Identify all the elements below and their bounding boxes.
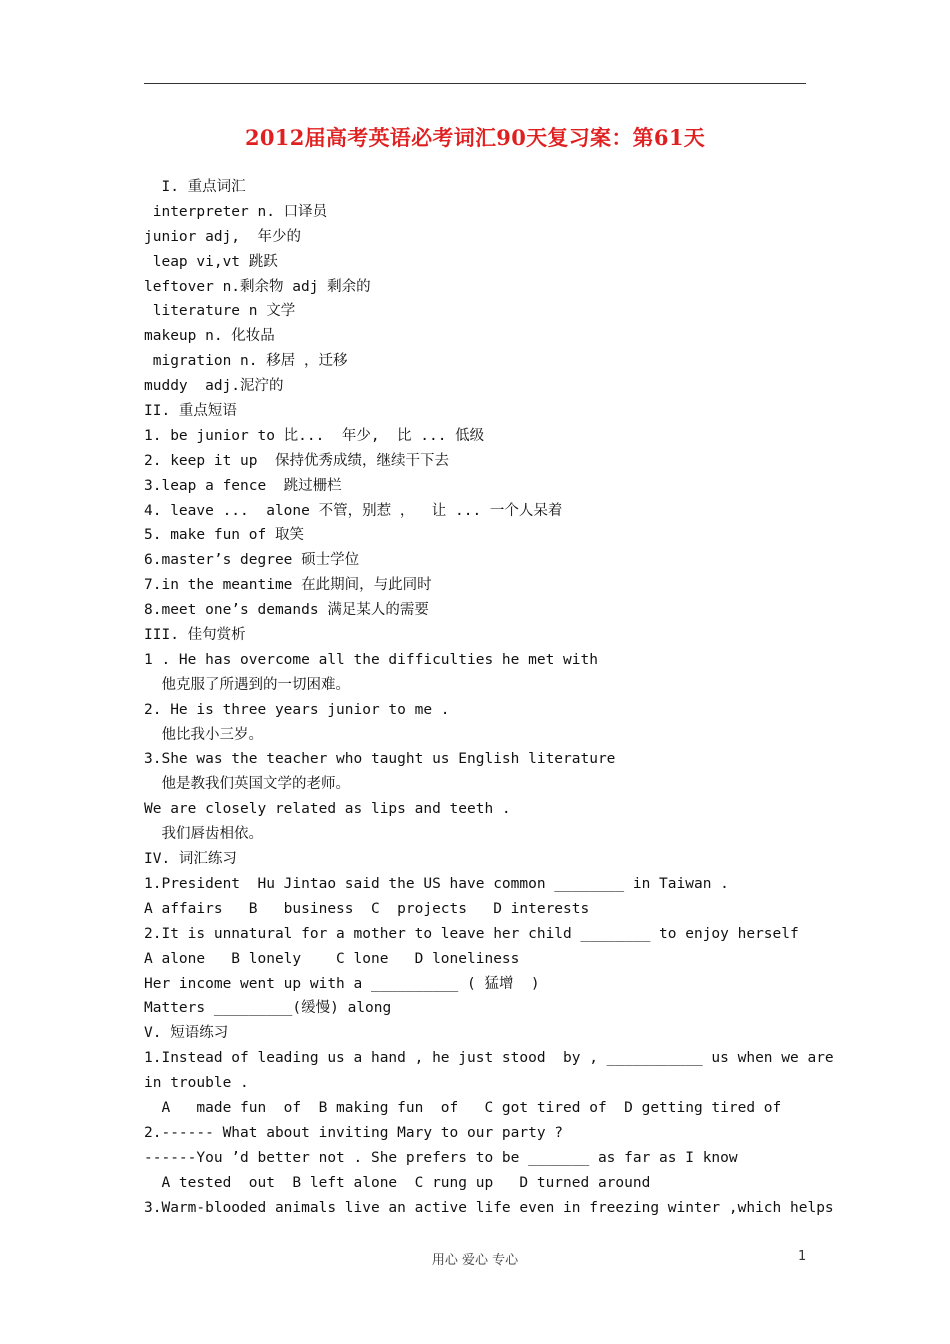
text-line: 1.Instead of leading us a hand , he just stood by , ___________ us when we are xyxy=(144,1050,834,1067)
text-line: 8.meet one’s demands 满足某人的需要 xyxy=(144,602,429,619)
text-line: 3.leap a fence 跳过栅栏 xyxy=(144,477,342,494)
header-rule xyxy=(144,83,806,84)
text-line: 他是教我们英国文学的老师。 xyxy=(144,776,350,793)
text-line: 1. be junior to 比... 年少, 比 ... 低级 xyxy=(144,427,485,444)
text-line: Matters _________(缓慢) along xyxy=(144,1000,392,1017)
page-footer: 用心 爱心 专心 xyxy=(431,1253,519,1268)
text-line: 2.It is unnatural for a mother to leave her child ________ to enjoy herself xyxy=(144,925,799,942)
text-line: We are closely related as lips and teeth . xyxy=(144,801,511,818)
text-line: A affairs B business C projects D interests xyxy=(144,900,590,917)
text-line: interpreter n. 口译员 xyxy=(144,203,328,220)
text-line: junior adj, 年少的 xyxy=(144,228,301,245)
page-title: 2012届高考英语必考词汇90天复习案：第61天 xyxy=(244,125,706,150)
text-line: leap vi,vt 跳跃 xyxy=(144,253,278,270)
text-line: V. 短语练习 xyxy=(144,1025,229,1042)
text-line: 1.President Hu Jintao said the US have common ________ in Taiwan . xyxy=(144,875,729,892)
text-line: 5. make fun of 取笑 xyxy=(144,527,304,544)
text-line: 1 . He has overcome all the difficulties he met with xyxy=(144,651,598,668)
text-line: 3.Warm-blooded animals live an active life even in freezing winter ,which helps xyxy=(144,1199,834,1216)
text-line: II. 重点短语 xyxy=(144,403,237,420)
text-line: makeup n. 化妆品 xyxy=(144,328,275,345)
text-line: muddy adj.泥泞的 xyxy=(144,378,284,395)
text-line: 6.master’s degree 硕士学位 xyxy=(144,552,360,569)
text-line: I. 重点词汇 xyxy=(144,179,246,195)
text-line: III. 佳句赏析 xyxy=(144,627,246,644)
page-number: 1 xyxy=(798,1249,807,1264)
text-line: 2. He is three years junior to me . xyxy=(144,701,450,718)
text-line: leftover n.剩余物 adj 剩余的 xyxy=(144,278,371,295)
text-line: A alone B lonely C lone D loneliness xyxy=(144,950,520,967)
text-line: ------You ’d better not . She prefers to be _______ as far as I know xyxy=(144,1149,738,1166)
text-line: 7.in the meantime 在此期间，与此同时 xyxy=(144,577,432,594)
text-line: Her income went up with a __________ ( 猛增 ) xyxy=(144,975,540,992)
text-line: A tested out B left alone C rung up D turned around xyxy=(144,1174,651,1191)
text-line: 3.She was the teacher who taught us English literature xyxy=(144,751,616,768)
text-line: A made fun of B making fun of C got tired of D getting tired of xyxy=(144,1099,782,1116)
text-line: in trouble . xyxy=(144,1075,249,1092)
text-line: literature n 文学 xyxy=(144,303,296,320)
text-line: 2. keep it up 保持优秀成绩，继续干下去 xyxy=(144,452,449,469)
text-line: migration n. 移居 ，迁移 xyxy=(144,353,348,370)
text-line: 2.------ What about inviting Mary to our party ? xyxy=(144,1124,564,1141)
document-body xyxy=(144,175,834,1220)
text-line: 他比我小三岁。 xyxy=(144,726,263,743)
text-line: 4. leave ... alone 不管，别惹 ， 让 ... 一个人呆着 xyxy=(144,502,563,519)
text-line: 我们唇齿相依。 xyxy=(144,826,263,843)
text-line: 他克服了所遇到的一切困难。 xyxy=(144,676,350,693)
text-line: IV. 词汇练习 xyxy=(144,851,237,868)
